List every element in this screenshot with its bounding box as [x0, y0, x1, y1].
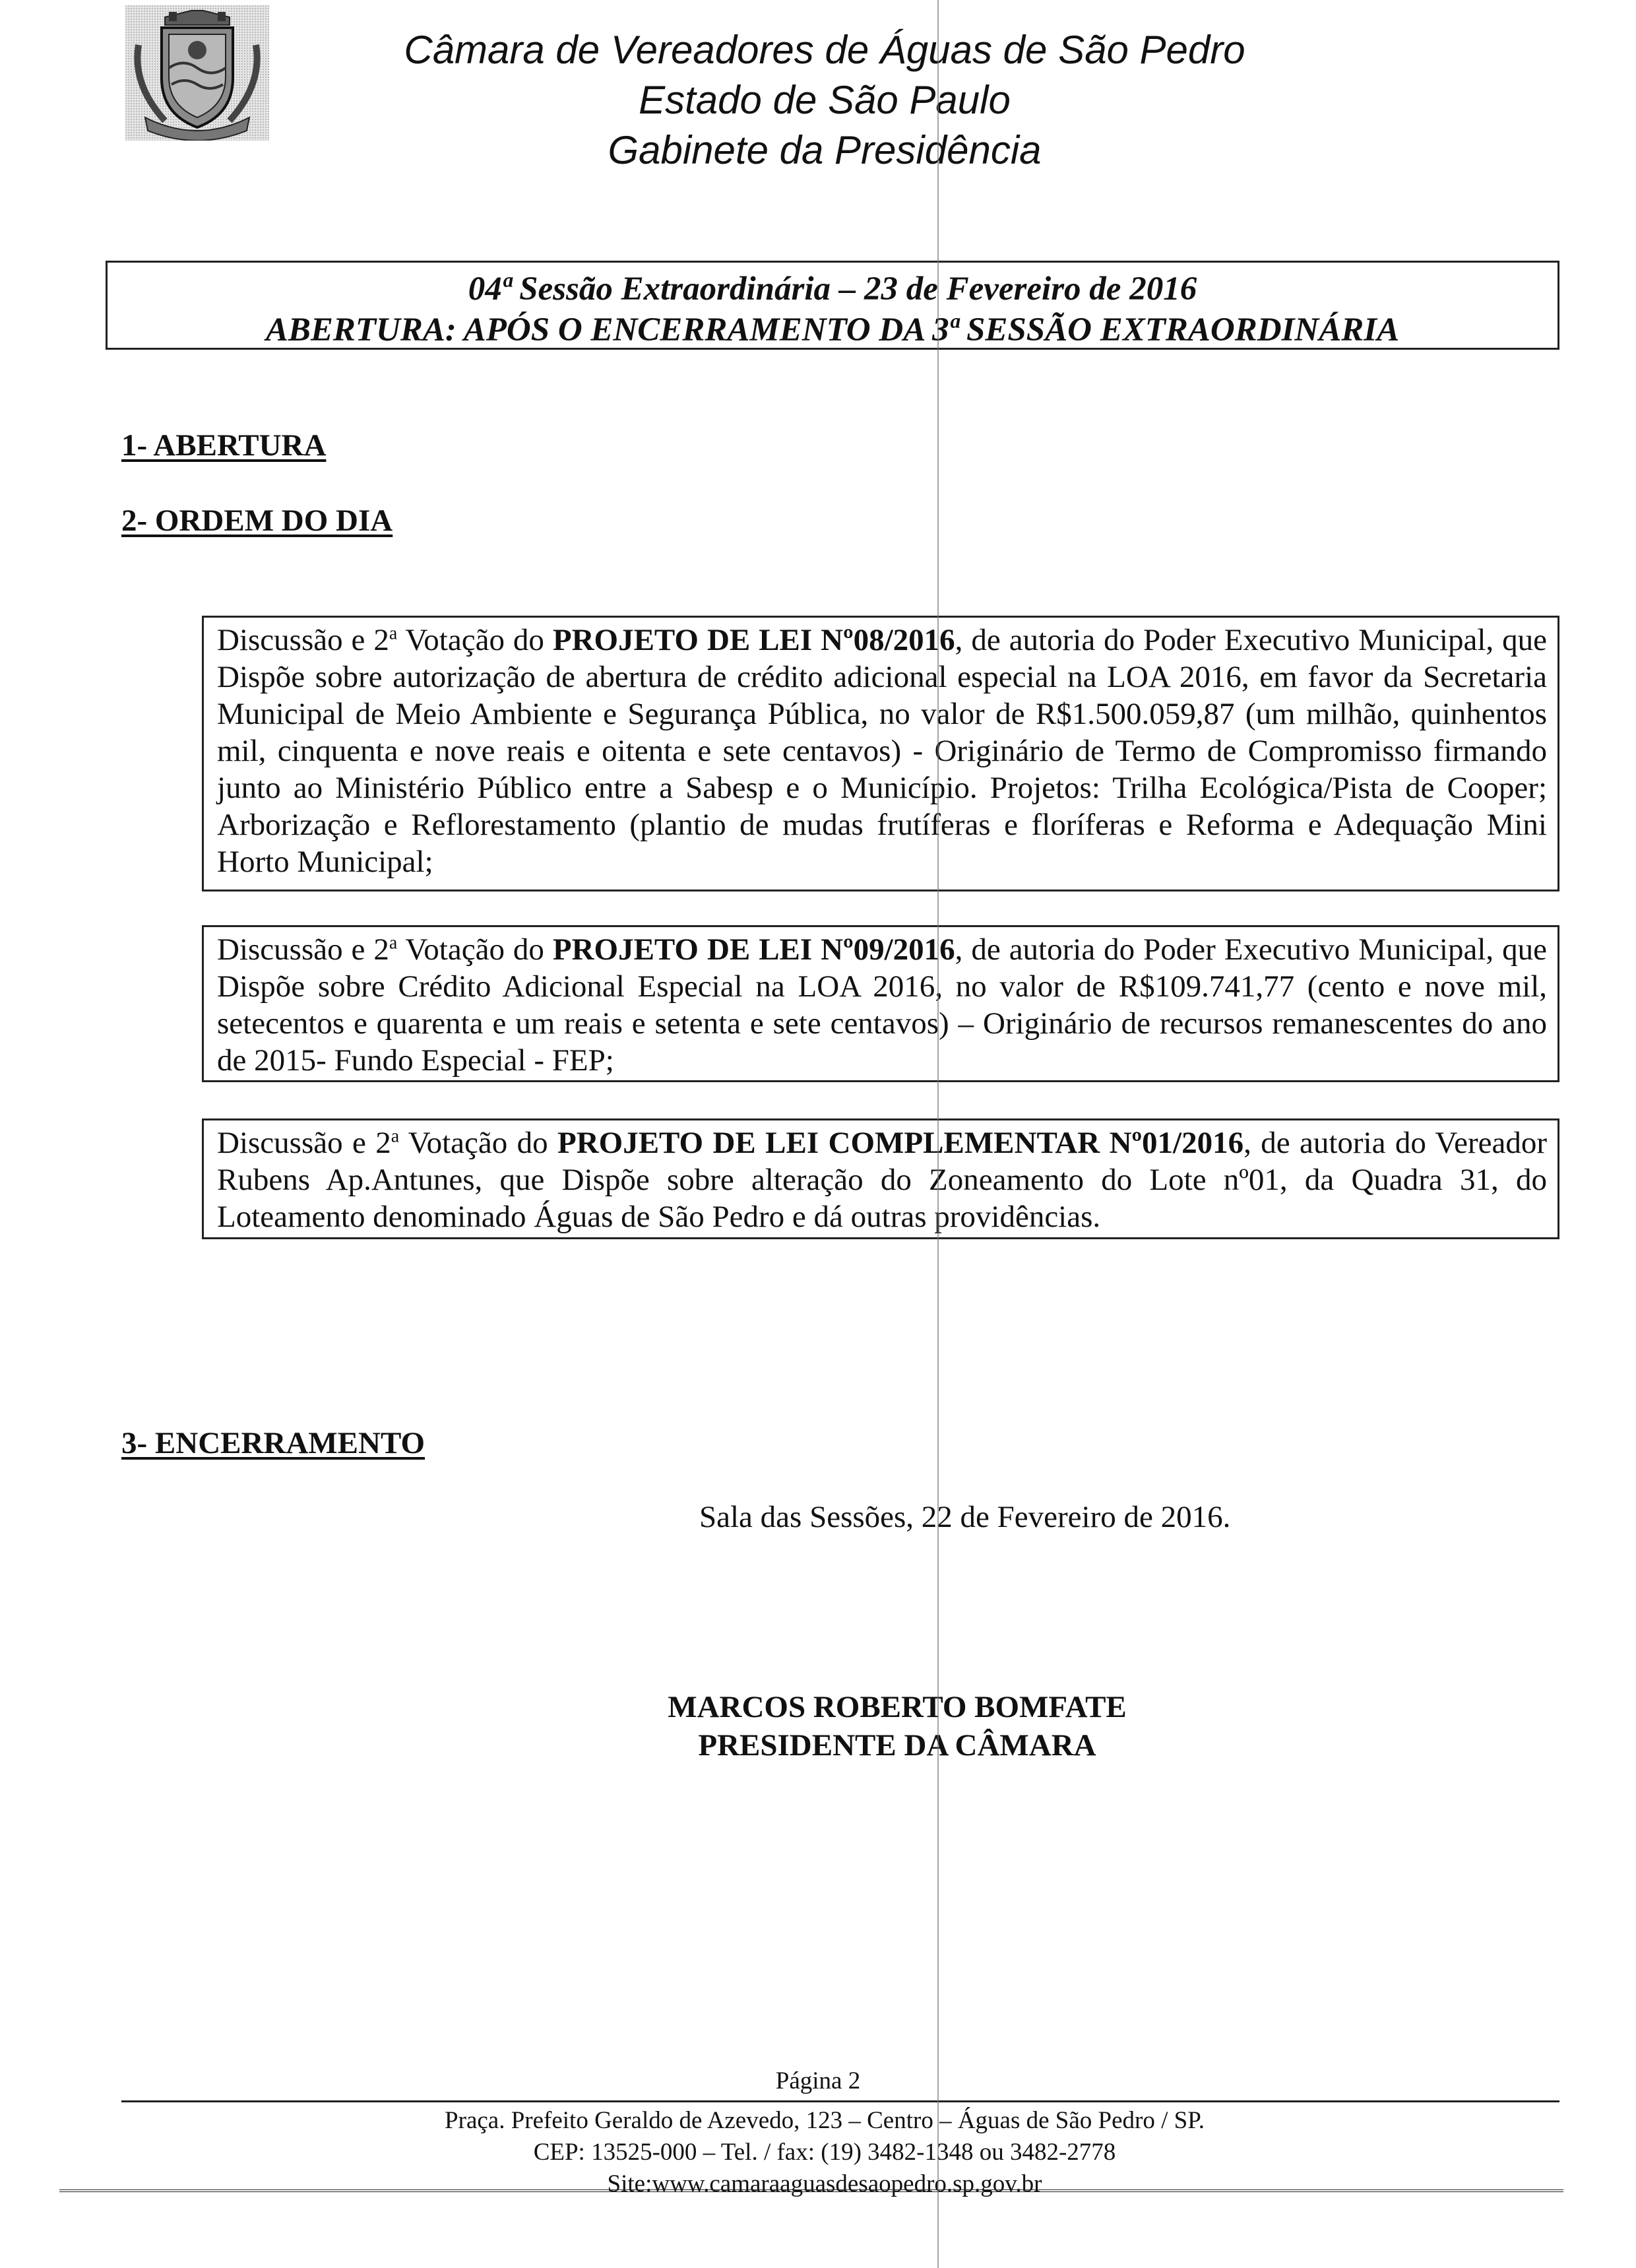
page-number: Página 2	[775, 2067, 861, 2094]
ordinal-superscript: a	[389, 932, 398, 954]
agenda-item-box	[202, 925, 1559, 1082]
scan-fold-line	[937, 0, 939, 2268]
agenda-item-intro-rest: Votação do	[399, 1126, 557, 1160]
session-title: 04ª Sessão Extraordinária – 23 de Fevereiro de 2016	[468, 271, 1197, 308]
agenda-item-box	[202, 1118, 1559, 1239]
agenda-item-body: , de autoria do Vereador Rubens Ap.Antunes, que Dispõe sobre alteração do Zoneamento do Lote nº01, da Quadra 31, do Loteamento denominado Águas de São Pedro e dá outras providências.	[217, 1126, 1547, 1234]
footer-divider	[121, 2100, 1559, 2102]
session-date-line: Sala das Sessões, 22 de Fevereiro de 2016.	[699, 1500, 1231, 1534]
header-state: Estado de São Paulo	[639, 78, 1011, 122]
agenda-item-body: , de autoria do Poder Executivo Municipal, que Dispõe sobre Crédito Adicional Especial na LOA 2016, no valor de R$109.741,77 (cento e nove mil, setecentos e quarenta e um reais e setenta e sete centavos) – Originário de recursos remanescentes do ano de 2015- Fundo Especial - FEP;	[217, 932, 1547, 1078]
agenda-item-bill-number: PROJETO DE LEI Nº08/2016	[552, 623, 955, 657]
agenda-item-body: , de autoria do Poder Executivo Municipal, que Dispõe sobre autorização de abertura de crédito adicional especial na LOA 2016, em favor da Secretaria Municipal de Meio Ambiente e Segurança Pública, no valor de R$1.500.059,87 (um milhão, quinhentos mil, cinquenta e nove reais e oitenta e sete centavos) - Originário de Termo de Compromisso firmando junto ao Ministério Público entre a Sabesp e o Município. Projetos: Trilha Ecológica/Pista de Cooper; Arborização e Reflorestamento (plantio de mudas frutíferas e floríferas e Reforma e Adequação Mini Horto Municipal;	[217, 623, 1547, 879]
footer-bottom-rule	[59, 2189, 1563, 2192]
agenda-item-intro-rest: Votação do	[397, 623, 553, 657]
agenda-item-intro: Discussão e 2	[217, 932, 389, 967]
signatory-role: PRESIDENTE DA CÂMARA	[698, 1728, 1096, 1763]
session-title-box	[106, 261, 1559, 350]
ordinal-superscript: a	[389, 623, 398, 644]
agenda-item-intro: Discussão e 2	[217, 623, 389, 657]
ordinal-superscript: a	[391, 1126, 400, 1147]
footer-contact: CEP: 13525-000 – Tel. / fax: (19) 3482-1348 ou 3482-2778	[533, 2139, 1116, 2166]
footer-site: Site:www.camaraaguasdesaopedro.sp.gov.br	[607, 2170, 1042, 2197]
agenda-item-box	[202, 616, 1559, 891]
section-agenda-heading: 2- ORDEM DO DIA	[121, 503, 393, 538]
agenda-item-intro: Discussão e 2	[217, 1126, 391, 1160]
agenda-item-intro-rest: Votação do	[397, 932, 553, 967]
signatory-name: MARCOS ROBERTO BOMFATE	[668, 1690, 1127, 1724]
section-closing-heading: 3- ENCERRAMENTO	[121, 1426, 425, 1460]
header-chamber-name: Câmara de Vereadores de Águas de São Pedro	[404, 28, 1245, 72]
session-opening-note: ABERTURA: APÓS O ENCERRAMENTO DA 3ª SESSÃO EXTRAORDINÁRIA	[265, 311, 1400, 348]
agenda-item-bill-number: PROJETO DE LEI COMPLEMENTAR Nº01/2016	[557, 1126, 1244, 1160]
footer-address: Praça. Prefeito Geraldo de Azevedo, 123 – Centro – Águas de São Pedro / SP.	[445, 2107, 1205, 2134]
header-office: Gabinete da Presidência	[608, 128, 1042, 172]
section-opening-heading: 1- ABERTURA	[121, 428, 327, 463]
agenda-item-bill-number: PROJETO DE LEI Nº09/2016	[552, 932, 955, 967]
municipal-coat-of-arms-icon	[125, 5, 269, 141]
